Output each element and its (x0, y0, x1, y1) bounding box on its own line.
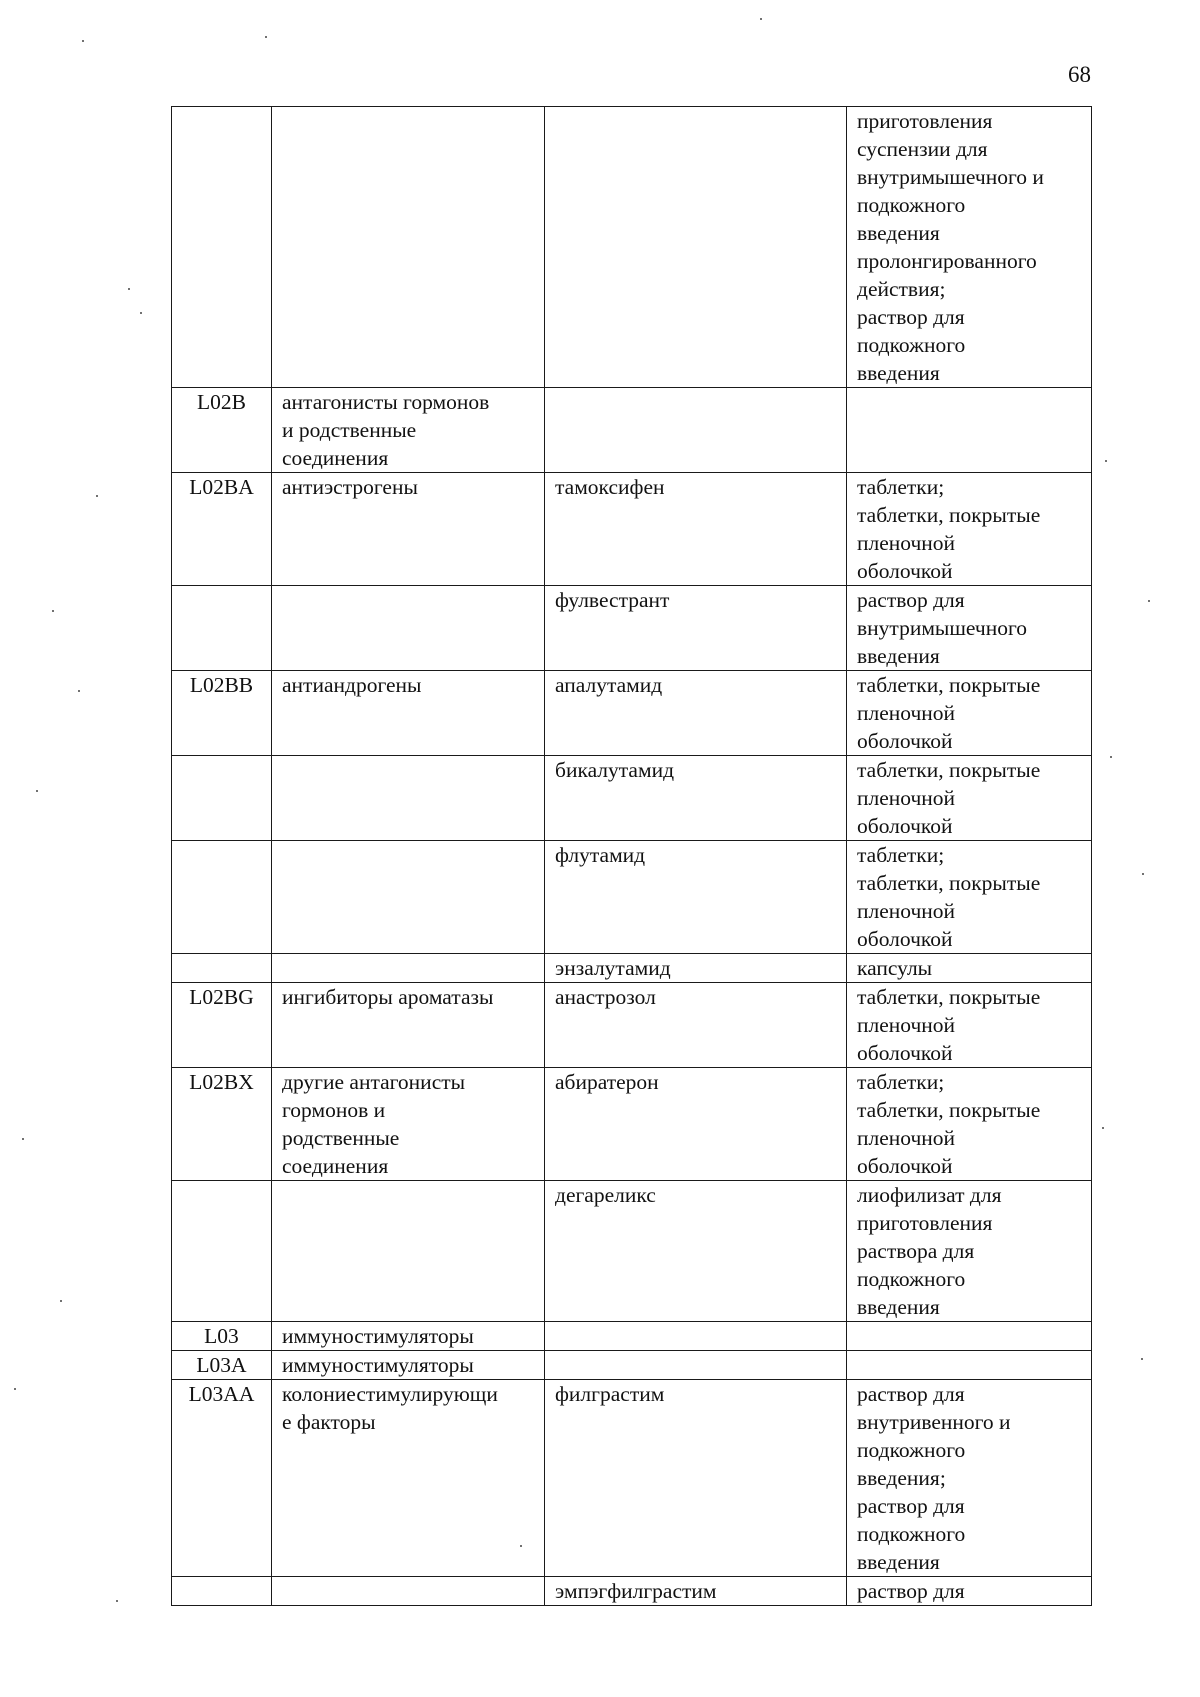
drug-name-cell (545, 388, 847, 473)
table-row (172, 1322, 1092, 1351)
drug-name-line: дегареликс (555, 1183, 656, 1207)
atc-code: L03AA (188, 1382, 255, 1406)
group-cell (272, 841, 545, 954)
drug-name-cell (545, 983, 847, 1068)
dosage-forms-line: оболочкой (857, 729, 953, 753)
dosage-forms-line: раствор для (857, 1382, 965, 1406)
dosage-forms-line: оболочкой (857, 1154, 953, 1178)
dosage-forms-line: подкожного (857, 1438, 966, 1462)
drug-name-cell (545, 671, 847, 756)
atc-code-cell (172, 586, 272, 671)
group-line: соединения (282, 1154, 389, 1178)
drug-name-line: энзалутамид (555, 956, 671, 980)
drug-name-line: тамоксифен (555, 475, 665, 499)
atc-code-cell (172, 756, 272, 841)
dosage-forms-line: подкожного (857, 333, 966, 357)
drug-name-cell (545, 841, 847, 954)
atc-code: L02BX (189, 1070, 254, 1094)
dosage-forms-line: таблетки, покрытые (857, 985, 1041, 1009)
dosage-forms-cell (847, 954, 1092, 983)
atc-code: L02BA (189, 475, 254, 499)
dosage-forms-line: оболочкой (857, 927, 953, 951)
atc-code: L03 (204, 1324, 239, 1348)
dosage-forms-line: пленочной (857, 531, 956, 555)
table-row (172, 107, 1092, 388)
dosage-forms-line: таблетки, покрытые (857, 1098, 1041, 1122)
dosage-forms-line: введения (857, 361, 940, 385)
table-row (172, 1380, 1092, 1577)
atc-code-cell (172, 983, 272, 1068)
group-cell (272, 1181, 545, 1322)
dosage-forms-cell (847, 1577, 1092, 1606)
group-cell (272, 671, 545, 756)
dosage-forms-line: оболочкой (857, 1041, 953, 1065)
dosage-forms-cell (847, 388, 1092, 473)
dosage-forms-line: внутривенного и (857, 1410, 1011, 1434)
group-cell (272, 1380, 545, 1577)
atc-code (182, 954, 261, 982)
dosage-forms-line: капсулы (857, 956, 933, 980)
group-cell (272, 1322, 545, 1351)
drug-name-line: анастрозол (555, 985, 656, 1009)
drug-name-line: фулвестрант (555, 588, 670, 612)
group-line: колониестимулирующи (282, 1382, 498, 1406)
dosage-forms-line: таблетки, покрытые (857, 758, 1041, 782)
dosage-forms-cell (847, 756, 1092, 841)
drug-name-cell (545, 954, 847, 983)
drug-name-line: абиратерон (555, 1070, 659, 1094)
table-row (172, 954, 1092, 983)
atc-code (182, 756, 261, 784)
dosage-forms-line: таблетки, покрытые (857, 503, 1041, 527)
dosage-forms-line: пролонгированного (857, 249, 1037, 273)
group-line: иммуностимуляторы (282, 1353, 474, 1377)
dosage-forms-line: раствор для (857, 1579, 965, 1603)
dosage-forms-cell (847, 983, 1092, 1068)
atc-code-cell (172, 1577, 272, 1606)
dosage-forms-line: введения (857, 644, 940, 668)
drug-name-line: бикалутамид (555, 758, 675, 782)
dosage-forms-line: пленочной (857, 1126, 956, 1150)
dosage-forms-line: таблетки, покрытые (857, 673, 1041, 697)
dosage-forms-line: введения; (857, 1466, 946, 1490)
dosage-forms-cell (847, 107, 1092, 388)
drug-name-cell (545, 586, 847, 671)
group-line: антиэстрогены (282, 475, 418, 499)
atc-code (182, 1577, 261, 1605)
group-cell (272, 756, 545, 841)
dosage-forms-line: суспензии для (857, 137, 988, 161)
drug-name-cell (545, 1380, 847, 1577)
group-line: и родственные (282, 418, 417, 442)
dosage-forms-line: действия; (857, 277, 946, 301)
atc-code: L02BG (189, 985, 254, 1009)
group-cell (272, 1577, 545, 1606)
dosage-forms-cell (847, 1181, 1092, 1322)
dosage-forms-line: введения (857, 221, 940, 245)
table-row (172, 1351, 1092, 1380)
dosage-forms-line: раствор для (857, 588, 965, 612)
group-line: другие антагонисты (282, 1070, 466, 1094)
atc-code-cell (172, 107, 272, 388)
atc-code-cell (172, 1181, 272, 1322)
atc-code: L03A (196, 1353, 247, 1377)
dosage-forms-line: внутримышечного и (857, 165, 1044, 189)
dosage-forms-line: приготовления (857, 1211, 993, 1235)
dosage-forms-cell (847, 671, 1092, 756)
dosage-forms-line: оболочкой (857, 559, 953, 583)
dosage-forms-line: пленочной (857, 701, 956, 725)
atc-code-cell (172, 841, 272, 954)
atc-code-cell (172, 473, 272, 586)
drug-name-cell (545, 1322, 847, 1351)
atc-code-cell (172, 954, 272, 983)
atc-code: L02B (197, 390, 246, 414)
dosage-forms-line: раствор для (857, 1494, 965, 1518)
group-line: родственные (282, 1126, 400, 1150)
atc-code: L02BB (189, 673, 254, 697)
dosage-forms-line: таблетки, покрытые (857, 871, 1041, 895)
dosage-forms-line: раствор для (857, 305, 965, 329)
dosage-forms-line: подкожного (857, 1522, 966, 1546)
group-line: антиандрогены (282, 673, 422, 697)
table-row (172, 841, 1092, 954)
dosage-forms-line: таблетки; (857, 475, 945, 499)
drug-name-cell (545, 756, 847, 841)
group-cell (272, 473, 545, 586)
group-line: гормонов и (282, 1098, 386, 1122)
dosage-forms-cell (847, 841, 1092, 954)
drug-name-line: апалутамид (555, 673, 663, 697)
table-row (172, 473, 1092, 586)
dosage-forms-cell (847, 1380, 1092, 1577)
drug-name-cell (545, 1068, 847, 1181)
dosage-forms-line: таблетки; (857, 843, 945, 867)
dosage-forms-line: введения (857, 1295, 940, 1319)
group-cell (272, 388, 545, 473)
atc-code-cell (172, 1322, 272, 1351)
atc-code-cell (172, 1380, 272, 1577)
dosage-forms-cell (847, 473, 1092, 586)
atc-code (182, 586, 261, 614)
group-cell (272, 586, 545, 671)
table-row (172, 586, 1092, 671)
dosage-forms-cell (847, 1068, 1092, 1181)
table-row (172, 671, 1092, 756)
table-row (172, 1181, 1092, 1322)
drug-name-line: эмпэгфилграстим (555, 1579, 717, 1603)
atc-code-cell (172, 388, 272, 473)
atc-code-cell (172, 1351, 272, 1380)
group-line: е факторы (282, 1410, 376, 1434)
drug-name-cell (545, 473, 847, 586)
medication-table (171, 106, 1092, 1606)
table-row (172, 756, 1092, 841)
dosage-forms-line: приготовления (857, 109, 993, 133)
atc-code-cell (172, 1068, 272, 1181)
dosage-forms-line: введения (857, 1550, 940, 1574)
table-row (172, 388, 1092, 473)
group-cell (272, 1351, 545, 1380)
drug-name-cell (545, 107, 847, 388)
dosage-forms-line: раствора для (857, 1239, 975, 1263)
dosage-forms-cell (847, 1322, 1092, 1351)
atc-code (182, 1181, 261, 1209)
dosage-forms-line: внутримышечного (857, 616, 1028, 640)
table-row (172, 983, 1092, 1068)
atc-code (182, 841, 261, 869)
dosage-forms-line: лиофилизат для (857, 1183, 1002, 1207)
drug-name-line: флутамид (555, 843, 646, 867)
dosage-forms-line: пленочной (857, 899, 956, 923)
page-number: 68 (1068, 62, 1091, 87)
group-cell (272, 954, 545, 983)
group-line: ингибиторы ароматазы (282, 985, 494, 1009)
group-line: соединения (282, 446, 389, 470)
dosage-forms-line: оболочкой (857, 814, 953, 838)
dosage-forms-line: пленочной (857, 1013, 956, 1037)
dosage-forms-cell (847, 586, 1092, 671)
atc-code-cell (172, 671, 272, 756)
drug-name-cell (545, 1181, 847, 1322)
dosage-forms-cell (847, 1351, 1092, 1380)
dosage-forms-line: таблетки; (857, 1070, 945, 1094)
table-body (172, 107, 1092, 1606)
drug-name-line: филграстим (555, 1382, 665, 1406)
dosage-forms-line: подкожного (857, 193, 966, 217)
group-cell (272, 983, 545, 1068)
group-line: антагонисты гормонов (282, 390, 490, 414)
dosage-forms-line: подкожного (857, 1267, 966, 1291)
dosage-forms-line: пленочной (857, 786, 956, 810)
atc-code (182, 107, 261, 135)
group-cell (272, 1068, 545, 1181)
drug-name-cell (545, 1577, 847, 1606)
drug-name-cell (545, 1351, 847, 1380)
group-line: иммуностимуляторы (282, 1324, 474, 1348)
table-row (172, 1068, 1092, 1181)
table-row (172, 1577, 1092, 1606)
group-cell (272, 107, 545, 388)
